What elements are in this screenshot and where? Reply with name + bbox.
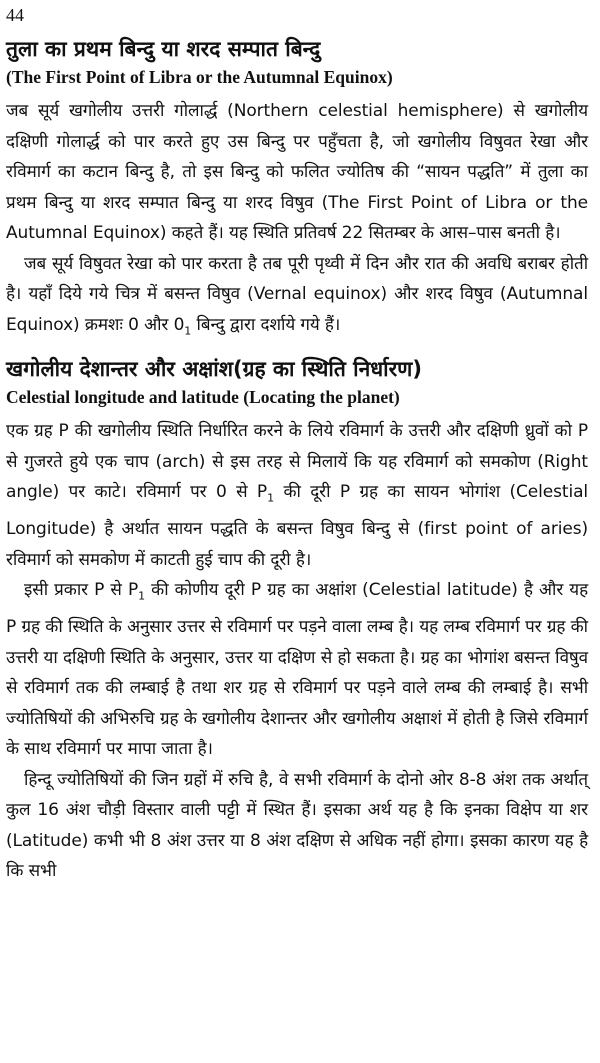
paragraph-text: एक ग्रह P की खगोलीय स्थिति निर्धारित करने के लिये रविमार्ग के उत्तरी और दक्षिणी ध्रुवों को P से गुजरते हुये एक चाप (arch) से इस तरह से मिलायें कि यह रविमार्ग को समकोण (Right angle) पर काटे। रविमार्ग पर 0 से P xyxy=(6,421,588,503)
page-number: 44 xyxy=(6,5,24,25)
section-heading-hindi: खगोलीय देशान्तर और अक्षांश(ग्रह का स्थिति निर्धारण) xyxy=(6,357,422,382)
section-heading-english: Celestial longitude and latitude (Locating the planet) xyxy=(6,387,400,408)
paragraph xyxy=(6,575,588,764)
paragraph-text: की दूरी P ग्रह का सायन भोगांश (Celestial Longitude) है अर्थात सायन पद्धति के बसन्त विषुव बिन्दु से (first point of aries) रविमार्ग को समकोण में काटती हुई चाप की दूरी है। xyxy=(6,482,589,570)
paragraph: हिन्दू ज्योतिषियों की जिन ग्रहों में रुचि है, वे सभी रविमार्ग के दोनो ओर 8-8 अंश तक अर्थात् कुल 16 अंश चौड़ी विस्तार वाली पट्टी में स्थित हैं। इसका अर्थ यह है कि इनका विक्षेप या शर (Latitude) कभी भी 8 अंश उत्तर या 8 अंश दक्षिण से अधिक नहीं होगा। इसका कारण यह है कि सभी xyxy=(6,769,588,882)
section-first-point-of-libra xyxy=(6,34,588,346)
paragraph-text: इसी प्रकार P से P xyxy=(24,580,139,601)
paragraph xyxy=(6,249,588,347)
paragraph-text: की कोणीय दूरी P ग्रह का अक्षांश (Celestial latitude) है और यह P ग्रह की स्थिति के अनुसार उत्तर से रविमार्ग पर पड़ने वाला लम्ब है। यह लम्ब रविमार्ग पर ग्रह की उत्तरी या दक्षिणी स्थिति के अनुसार, उत्तर या दक्षिण से हो सकता है। ग्रह का भोगांश बसन्त विषुव से रविमार्ग तक की लम्बाई है तथा शर ग्रह से रविमार्ग पर पड़ने वाले लम्ब की लम्बाई है। सभी ज्योतिषियों की अभिरुचि ग्रह के खगोलीय देशान्तर और खगोलीय अक्षाशं में होती है जिसे रविमार्ग के साथ रविमार्ग पर मापा जाता है। xyxy=(6,580,588,760)
subscript: 1 xyxy=(138,589,146,603)
paragraph-text: बिन्दु द्वारा दर्शाये गये हैं। xyxy=(191,314,341,335)
subscript: 1 xyxy=(184,323,192,337)
section-celestial-longitude-latitude xyxy=(6,354,588,886)
subscript: 1 xyxy=(267,491,274,505)
section-heading-english: (The First Point of Libra or the Autumnal Equinox) xyxy=(6,67,393,87)
paragraph xyxy=(6,416,588,575)
paragraph: जब सूर्य खगोलीय उत्तरी गोलार्द्ध (Northern celestial hemisphere) से खगोलीय दक्षिणी गोलार्द्ध को पार करते हुए उस बिन्दु पर पहुँचता है, जो खगोलीय विषुवत रेखा और रविमार्ग का कटान बिन्दु है, तो इस बिन्दु को फलित ज्योतिष की “सायन पद्धति” में तुला का प्रथम बिन्दु या शरद सम्पात बिन्दु या शरद विषुव (The First Point of Libra or the Autumnal Equinox) कहते हैं। यह स्थिति प्रतिवर्ष 22 सितम्बर के आस–पास बनती है। xyxy=(6,101,588,243)
section-heading-hindi: तुला का प्रथम बिन्दु या शरद सम्पात बिन्दु xyxy=(6,37,321,61)
paragraph-text: जब सूर्य विषुवत रेखा को पार करता है तब पूरी पृथ्वी में दिन और रात की अवधि बराबर होती है। यहाँ दिये गये चित्र में बसन्त विषुव (Vernal equinox) और शरद विषुव (Autumnal Equinox) क्रमशः 0 और 0 xyxy=(6,253,588,335)
